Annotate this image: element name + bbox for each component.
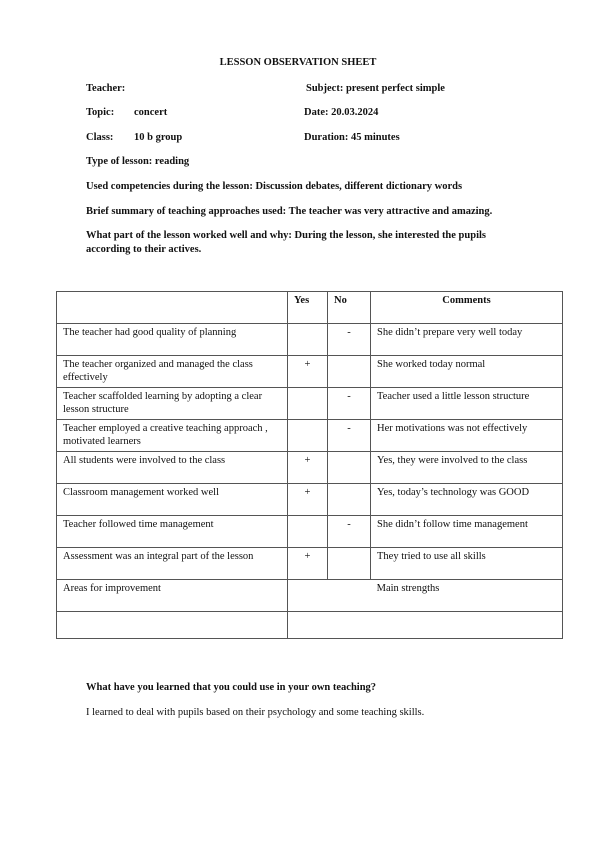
topic-label: Topic:	[86, 107, 115, 118]
no-cell	[328, 356, 371, 388]
criterion-cell: Classroom management worked well	[57, 484, 288, 516]
teacher-field: Teacher:	[86, 83, 126, 94]
table-row	[57, 452, 563, 484]
table-row	[57, 484, 563, 516]
areas-strengths-content-row	[57, 612, 563, 639]
yes-cell	[288, 516, 328, 548]
criterion-cell: The teacher had good quality of planning	[57, 324, 288, 356]
no-cell	[328, 452, 371, 484]
type-of-lesson: Type of lesson: reading	[86, 156, 190, 167]
criterion-cell: Assessment was an integral part of the lesson	[57, 548, 288, 580]
topic-value: concert	[134, 107, 168, 118]
yes-cell	[288, 388, 328, 420]
yes-cell: +	[288, 484, 328, 516]
header-yes: Yes	[288, 292, 328, 324]
class-label: Class:	[86, 132, 114, 143]
no-cell	[328, 484, 371, 516]
areas-for-improvement-content	[57, 612, 288, 639]
main-strengths-label: Main strengths	[288, 580, 563, 612]
comment-cell: Her motivations was not effectively	[371, 420, 563, 452]
yes-cell: +	[288, 452, 328, 484]
comment-cell: Yes, today’s technology was GOOD	[371, 484, 563, 516]
no-cell: -	[328, 324, 371, 356]
yes-cell	[288, 420, 328, 452]
worked-well-paragraph: What part of the lesson worked well and why: During the lesson, she interested the pupils according to their actives.	[86, 230, 486, 255]
header-no: No	[328, 292, 371, 324]
observation-table	[56, 291, 563, 639]
criterion-cell: All students were involved to the class	[57, 452, 288, 484]
comment-cell: They tried to use all skills	[371, 548, 563, 580]
table-row	[57, 388, 563, 420]
criterion-cell: Teacher followed time management	[57, 516, 288, 548]
reflection-answer: I learned to deal with pupils based on their psychology and some teaching skills.	[86, 707, 425, 718]
header-criteria	[57, 292, 288, 324]
subject-field: Subject: present perfect simple	[306, 83, 445, 94]
main-strengths-content	[288, 612, 563, 639]
table-header-row	[57, 292, 563, 324]
no-cell: -	[328, 516, 371, 548]
class-value: 10 b group	[134, 132, 183, 143]
areas-strengths-row	[57, 580, 563, 612]
table-row	[57, 548, 563, 580]
criterion-cell: Teacher employed a creative teaching approach , motivated learners	[57, 420, 288, 452]
yes-cell: +	[288, 548, 328, 580]
table-row	[57, 324, 563, 356]
comment-cell: Teacher used a little lesson structure	[371, 388, 563, 420]
duration-field: Duration: 45 minutes	[304, 132, 400, 143]
yes-cell	[288, 324, 328, 356]
table-row	[57, 516, 563, 548]
no-cell: -	[328, 388, 371, 420]
page-title: LESSON OBSERVATION SHEET	[219, 57, 377, 68]
table-row	[57, 420, 563, 452]
date-field: Date: 20.03.2024	[304, 107, 379, 118]
no-cell: -	[328, 420, 371, 452]
criterion-cell: Teacher scaffolded learning by adopting a clear lesson structure	[57, 388, 288, 420]
criterion-cell: The teacher organized and managed the class effectively	[57, 356, 288, 388]
no-cell	[328, 548, 371, 580]
table-row	[57, 356, 563, 388]
comment-cell: She worked today normal	[371, 356, 563, 388]
summary-paragraph: Brief summary of teaching approaches used: The teacher was very attractive and amazing.	[86, 206, 493, 217]
yes-cell: +	[288, 356, 328, 388]
comment-cell: Yes, they were involved to the class	[371, 452, 563, 484]
comment-cell: She didn’t prepare very well today	[371, 324, 563, 356]
areas-for-improvement-label: Areas for improvement	[57, 580, 288, 612]
competencies-paragraph: Used competencies during the lesson: Discussion debates, different dictionary words	[86, 181, 463, 192]
comment-cell: She didn’t follow time management	[371, 516, 563, 548]
reflection-question: What have you learned that you could use in your own teaching?	[86, 682, 377, 693]
header-comments: Comments	[371, 292, 563, 324]
